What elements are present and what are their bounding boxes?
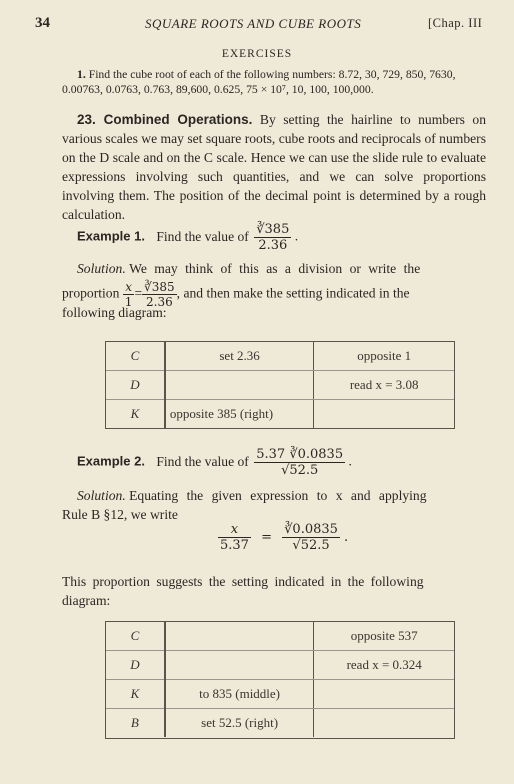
example-2-solution-text2: Rule B §12, we write xyxy=(62,507,178,522)
result-cell: opposite 537 xyxy=(314,622,454,651)
result-cell: read x = 3.08 xyxy=(314,371,454,400)
setting-cell: set 2.36 xyxy=(165,342,314,371)
scale-label: B xyxy=(106,709,165,738)
example-1-solution-text2: , and then make the setting indicated in the xyxy=(176,285,410,301)
setting-cell xyxy=(165,651,314,680)
example-1-proportion-line: proportion $\frac{x}{1}$ = $\frac{∛385}{2.36}$ , and then make the setting indicated in the xyxy=(62,280,410,309)
scale-label: D xyxy=(106,651,165,680)
result-cell xyxy=(314,400,454,429)
table-row xyxy=(106,651,454,680)
example-2-after-text1: This proportion suggests the setting indicated in the following xyxy=(62,574,424,589)
result-cell xyxy=(314,680,454,709)
running-title: SQUARE ROOTS AND CUBE ROOTS xyxy=(145,16,362,31)
section-23-body: By setting the hairline to numbers on various scales we may set square roots, cube roots and reciprocals of numbers on the D scale and on the C scale. Hence we can use the slide rule to evaluate expressions involving such quantities, and we can solve proportions involving them. The position of the decimal point is determined by a rough calculation. xyxy=(62,112,486,222)
section-23-paragraph xyxy=(62,110,486,224)
equation-right-fraction xyxy=(282,522,340,553)
page-number: 34 xyxy=(35,15,50,31)
table-row xyxy=(106,622,454,651)
scale-label: C xyxy=(106,342,165,371)
setting-cell xyxy=(165,371,314,400)
example-2-expr-numerator: 5.37 ∛0.0835 xyxy=(256,447,344,462)
exercise-item-1-number: 1. xyxy=(77,68,86,81)
proportion-right-denominator: 2.36 xyxy=(146,295,173,309)
example-1-expression xyxy=(254,222,291,253)
proportion-one: 1 xyxy=(124,295,133,309)
exercise-item-1-line2: 0.00763, 0.0763, 0.763, 89,600, 0.625, 75 × 10⁷, 10, 100, 100,000. xyxy=(62,83,374,96)
result-cell: opposite 1 xyxy=(314,342,454,371)
example-2-after-text2: diagram: xyxy=(62,593,111,608)
setting-cell: opposite 385 (right) xyxy=(165,400,314,429)
example-2-expression xyxy=(254,447,345,478)
example-2-expr-denominator: √52.5 xyxy=(281,463,319,478)
equation-x: x xyxy=(218,522,251,538)
table-row xyxy=(106,342,454,371)
slide-rule-diagram-1 xyxy=(105,341,455,429)
exercises-heading: EXERCISES xyxy=(221,48,293,60)
example-2-solution-text1: Equating the given expression to x and applying xyxy=(129,488,427,503)
table-row xyxy=(106,371,454,400)
proportion-right-numerator: ∛385 xyxy=(144,280,175,294)
equation-right-denominator: √52.5 xyxy=(292,538,330,553)
exercise-item-1-line1 xyxy=(77,66,456,83)
setting-cell: set 52.5 (right) xyxy=(165,709,314,738)
example-1-prompt: Find the value of xyxy=(156,228,249,244)
example-2-solution-line1 xyxy=(77,488,427,504)
proportion-x: x xyxy=(123,280,135,295)
example-1-line: Example 1. Find the value of $\frac{∛385}{2.36}$ . xyxy=(77,222,299,253)
table-row xyxy=(106,400,454,429)
slide-rule-diagram-2 xyxy=(105,621,455,739)
example-1-solution-line1 xyxy=(77,261,486,277)
slide-rule-table-1 xyxy=(106,342,454,428)
example-1-proportion-word: proportion xyxy=(62,285,120,301)
equation-537: 5.37 xyxy=(220,538,249,553)
result-cell: read x = 0.324 xyxy=(314,651,454,680)
chapter-label: [Chap. III xyxy=(428,16,483,30)
example-2-label: Example 2. xyxy=(77,453,145,469)
exercise-item-1-text: Find the cube root of each of the following numbers: 8.72, 30, 729, 850, 7630, xyxy=(88,68,456,81)
example-1-expr-denominator: 2.36 xyxy=(258,238,288,253)
scale-label: C xyxy=(106,622,165,651)
result-cell xyxy=(314,709,454,738)
scale-label: K xyxy=(106,400,165,429)
example-1-solution-label: Solution. xyxy=(77,261,126,276)
setting-cell: to 835 (middle) xyxy=(165,680,314,709)
example-1-expr-numerator: ∛385 xyxy=(256,222,290,237)
equation-left-fraction xyxy=(218,522,251,553)
example-1-label: Example 1. xyxy=(77,228,145,244)
setting-cell xyxy=(165,622,314,651)
example-1-solution-text3: following diagram: xyxy=(62,305,167,320)
example-2-prompt: Find the value of xyxy=(156,453,249,469)
table-row xyxy=(106,680,454,709)
slide-rule-table-2 xyxy=(106,622,454,737)
example-1-solution-text1: We may think of this as a division or write the xyxy=(129,261,421,276)
example-2-line: Example 2. Find the value of $\frac{5.37 ∛0.0835}{√52.5}$ . xyxy=(77,447,352,478)
scale-label: D xyxy=(106,371,165,400)
example-2-equation: $\frac{x}{5.37}$ = $\frac{∛0.0835}{√52.5}$ . xyxy=(220,522,349,553)
section-23-title: 23. Combined Operations. xyxy=(77,112,253,127)
example-2-solution-label: Solution. xyxy=(77,488,126,503)
scale-label: K xyxy=(106,680,165,709)
table-row xyxy=(106,709,454,738)
equation-right-numerator: ∛0.0835 xyxy=(284,522,338,537)
